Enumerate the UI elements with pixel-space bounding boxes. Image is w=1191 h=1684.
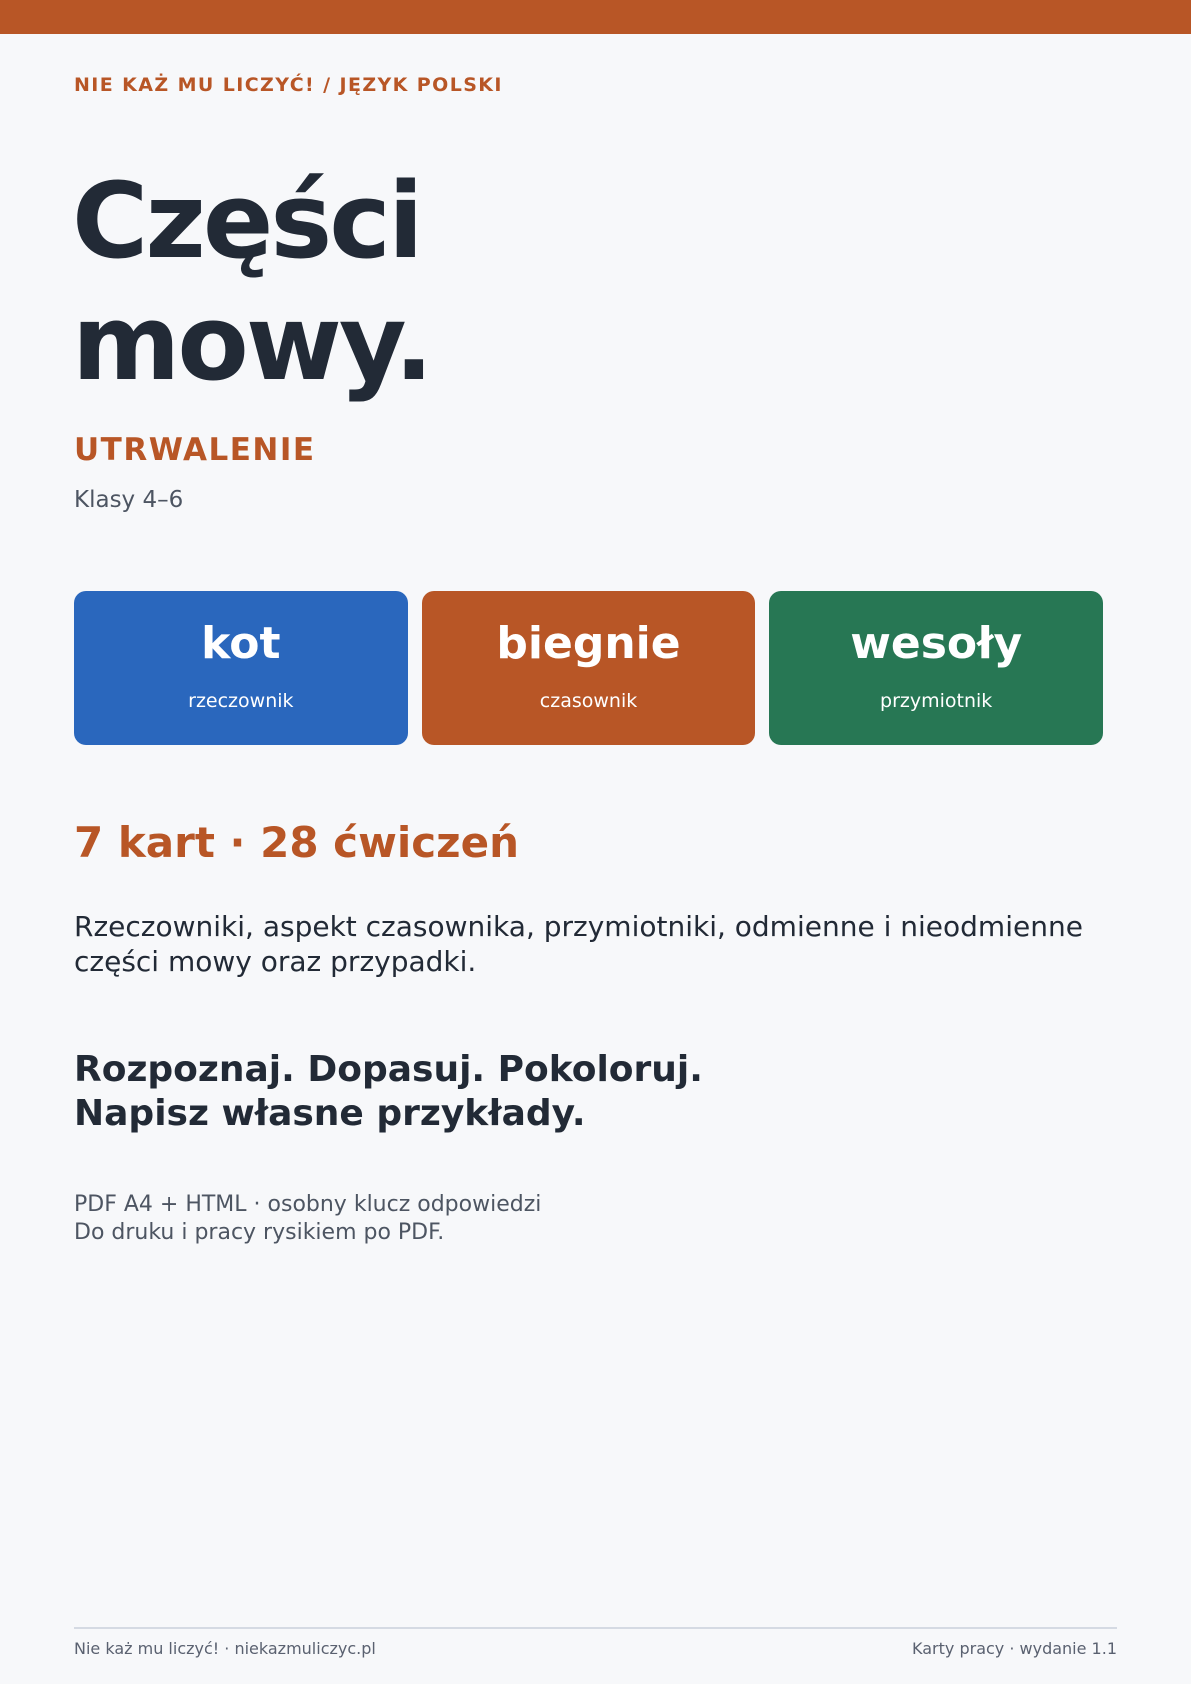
- format-info-line-2: Do druku i pracy rysikiem po PDF.: [74, 1220, 445, 1245]
- footer-publisher: Nie każ mu liczyć! · niekazmuliczyc.pl: [74, 1639, 376, 1658]
- footer-edition: Karty pracy · wydanie 1.1: [912, 1639, 1117, 1658]
- tagline: [74, 1048, 703, 1136]
- card-word: biegnie: [496, 618, 681, 669]
- card-adjective: [769, 591, 1103, 745]
- tagline-line-1: Rozpoznaj. Dopasuj. Pokoloruj.: [74, 1049, 703, 1090]
- description: Rzeczowniki, aspekt czasownika, przymiotniki, odmienne i nieodmienne części mowy oraz przypadki.: [74, 910, 1083, 978]
- grade-level: Klasy 4–6: [74, 487, 184, 513]
- card-verb: [422, 591, 756, 745]
- page-title-line-2: mowy.: [72, 282, 431, 404]
- format-info-line-1: PDF A4 + HTML · osobny klucz odpowiedzi: [74, 1192, 542, 1217]
- card-part-of-speech: rzeczownik: [188, 690, 294, 712]
- card-part-of-speech: przymiotnik: [880, 690, 993, 712]
- page-title: [72, 160, 431, 404]
- format-info: [74, 1191, 541, 1247]
- card-part-of-speech: czasownik: [539, 690, 638, 712]
- card-word: wesoły: [850, 618, 1023, 669]
- page-title-line-1: Części: [72, 160, 421, 282]
- card-noun: [74, 591, 408, 745]
- footer-divider: [74, 1627, 1117, 1629]
- card-word: kot: [201, 618, 281, 669]
- tagline-line-2: Napisz własne przykłady.: [74, 1093, 586, 1134]
- stats-line: 7 kart · 28 ćwiczeń: [74, 818, 519, 867]
- example-cards: [74, 591, 1103, 745]
- subtitle: UTRWALENIE: [74, 432, 316, 468]
- top-accent-bar: [0, 0, 1191, 34]
- series-label: NIE KAŻ MU LICZYĆ! / JĘZYK POLSKI: [74, 74, 503, 96]
